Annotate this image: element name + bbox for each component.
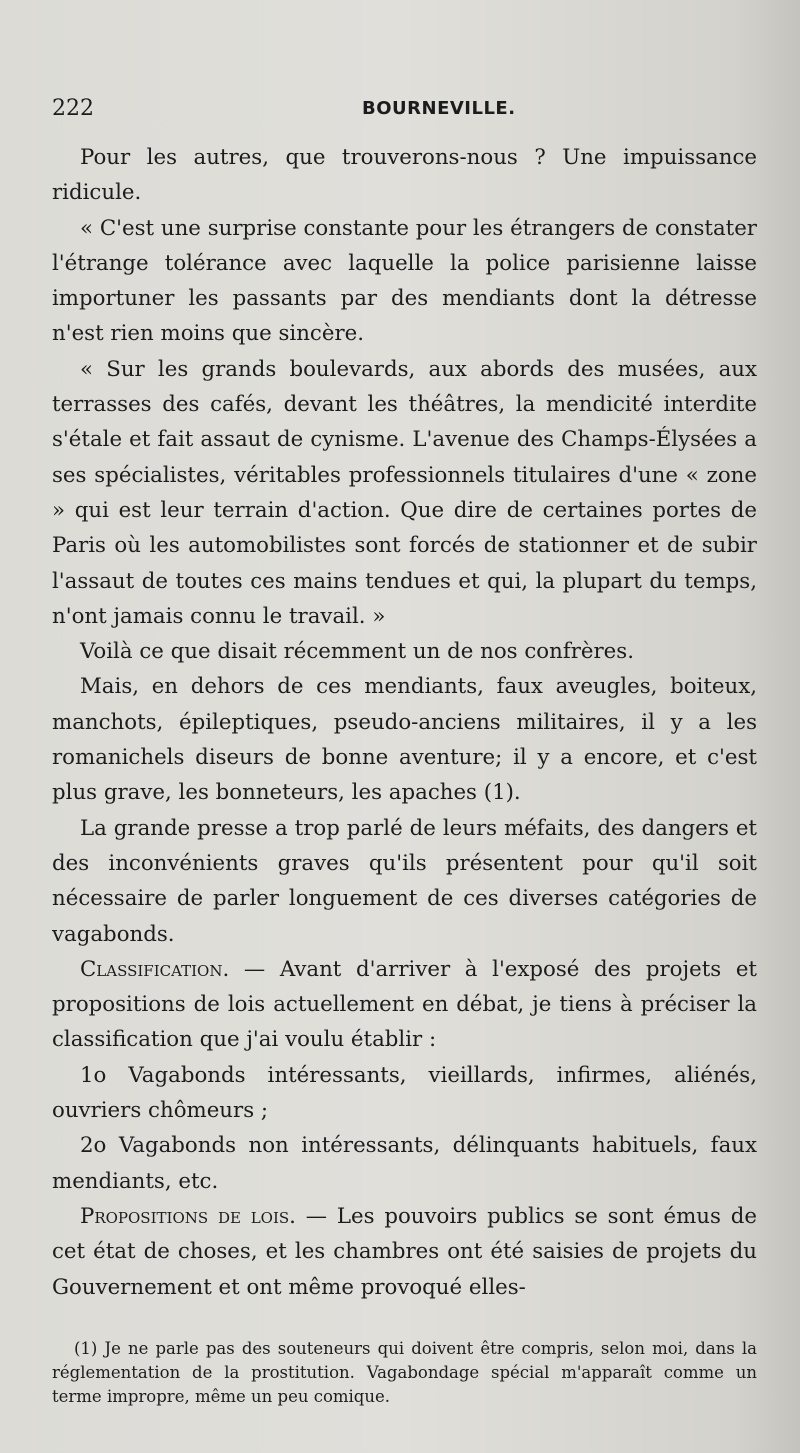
paragraph: Pour les autres, que trouverons-nous ? Une impuissance ridicule. (52, 145, 757, 206)
section-heading: Propositions de lois. (80, 1203, 296, 1229)
footnote: (1) Je ne parle pas des souteneurs qui doivent être compris, selon moi, dans la réglementation de la prostitution. Vagabondage spécial m'apparaît comme un terme impropre, même un peu comique. (52, 1339, 757, 1406)
paragraph: « C'est une surprise constante pour les étrangers de constater l'étrange tolérance avec laquelle la police parisienne laisse importuner les passants par des mendiants dont la détresse n'est rien moins que sincère. (52, 215, 757, 347)
paragraph-propositions (52, 1199, 757, 1305)
paragraph: Mais, en dehors de ces mendiants, faux aveugles, boiteux, manchots, épileptiques, pseudo-anciens militaires, il y a les romanichels diseurs de bonne aventure; il y a encore, et c'est plus grave, les bonneteurs, les apaches (1). (52, 674, 757, 806)
footnotes (52, 1337, 757, 1409)
running-title: BOURNEVILLE. (362, 98, 516, 119)
page-header (52, 96, 757, 132)
list-item: 1o Vagabonds intéressants, vieillards, infirmes, aliénés, ouvriers chômeurs ; (52, 1062, 757, 1124)
paragraph-classification (52, 952, 757, 1058)
section-heading: Classification. (80, 956, 230, 982)
paragraph: Voilà ce que disait récemment un de nos confrères. (80, 639, 634, 665)
body-text (52, 140, 757, 1305)
list-item: 2o Vagabonds non intéressants, délinquants habituels, faux mendiants, etc. (52, 1133, 757, 1194)
paragraph-text: — Avant d'arriver à l'exposé des projets et propositions de lois actuellement en débat, je tiens à préciser la classification que j'ai voulu établir : (52, 956, 757, 1053)
paragraph-text: — Les pouvoirs publics se sont émus de cet état de choses, et les chambres ont été saisies de projets du Gouvernement et ont même provoqué elles- (52, 1203, 757, 1300)
page-number: 222 (52, 96, 94, 121)
paragraph: « Sur les grands boulevards, aux abords des musées, aux terrasses des cafés, devant les théâtres, la mendicité interdite s'étale et fait assaut de cynisme. L'avenue des Champs-Élysées a ses spécialistes, véritables professionnels titulaires d'une « zone » qui est leur terrain d'action. Que dire de certaines portes de Paris où les automobilistes sont forcés de stationner et de subir l'assaut de toutes ces mains tendues et qui, la plupart du temps, n'ont jamais connu le travail. » (52, 356, 757, 629)
paragraph: La grande presse a trop parlé de leurs méfaits, des dangers et des inconvénients graves qu'ils présentent pour qu'il soit nécessaire de parler longuement de ces diverses catégories de vagabonds. (52, 815, 757, 947)
